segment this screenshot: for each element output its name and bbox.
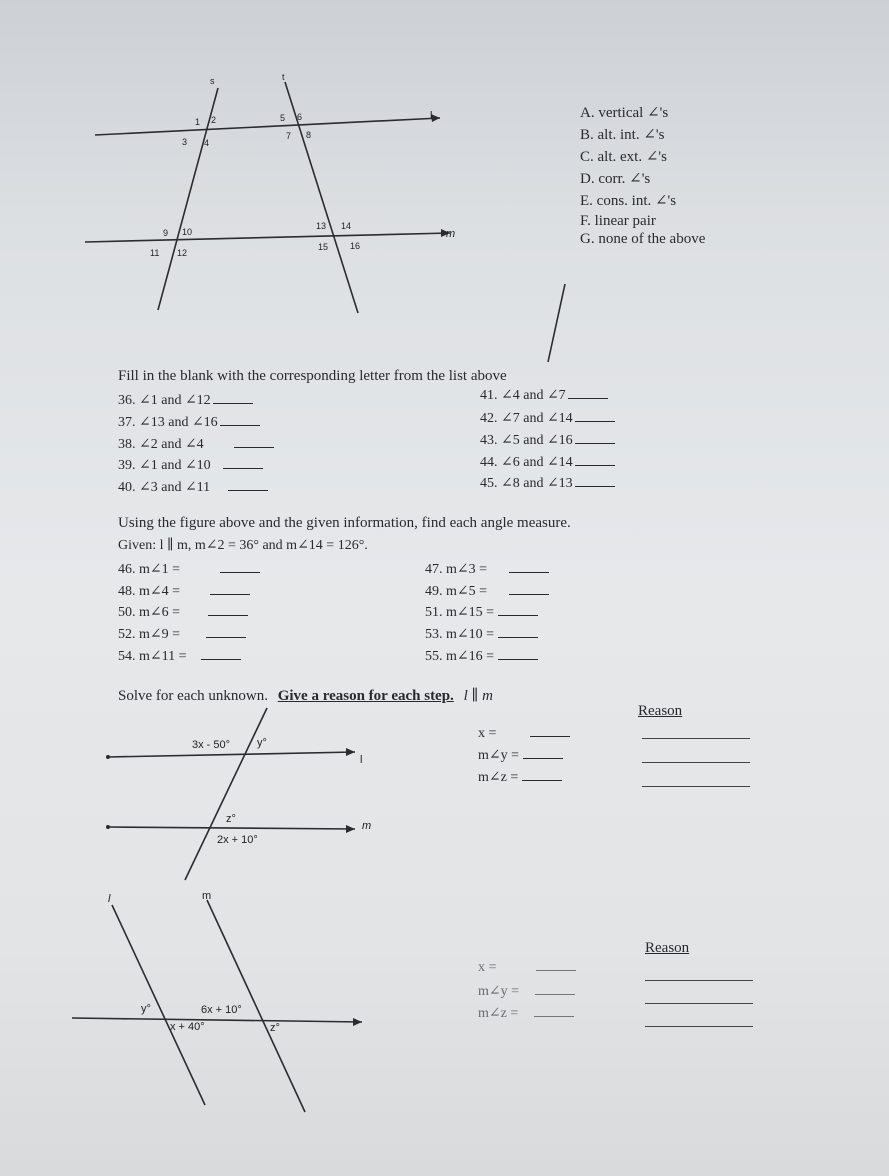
question-52: 52. m∠9 = — [118, 625, 246, 643]
question-42: 42. ∠7 and ∠14 — [480, 409, 615, 427]
legend-item-e: E. cons. int. ∠'s — [580, 193, 677, 209]
question-38: 38. ∠2 and ∠4 — [118, 435, 274, 453]
p1-line-l — [108, 752, 355, 757]
p1-transversal — [185, 708, 267, 880]
angle-label-16: 16 — [350, 241, 361, 251]
answer-blank-42[interactable] — [575, 409, 615, 422]
answer-blank-41[interactable] — [568, 386, 608, 399]
angle-label-8: 8 — [306, 130, 312, 140]
p1-label-m: m — [362, 820, 372, 832]
answer-blank-47[interactable] — [509, 560, 549, 573]
angle-label-6: 6 — [297, 112, 303, 122]
p2-reason-header: Reason — [645, 940, 690, 956]
legend-item-g: G. none of the above — [580, 231, 706, 247]
question-41: 41. ∠4 and ∠7 — [480, 386, 608, 404]
p1-reason-header: Reason — [638, 703, 683, 719]
answer-blank-48[interactable] — [210, 582, 250, 595]
legend-item-c: C. alt. ext. ∠'s — [580, 149, 667, 165]
answer-blank-36[interactable] — [213, 391, 253, 404]
question-37: 37. ∠13 and ∠16 — [118, 413, 260, 431]
p2-z-blank[interactable] — [534, 1004, 574, 1017]
p1-label-top: 3x - 50° — [192, 739, 231, 751]
angle-label-10: 10 — [182, 227, 193, 237]
angle-label-1: 1 — [195, 117, 201, 127]
p1-line-m — [108, 827, 355, 829]
p1-y: m∠y = — [478, 746, 563, 764]
transversal-s — [158, 88, 218, 310]
legend-item-b: B. alt. int. ∠'s — [580, 127, 665, 143]
p1-y-blank[interactable] — [523, 746, 563, 759]
angle-label-2: 2 — [211, 115, 217, 125]
label-line-s: s — [210, 76, 215, 86]
p2-label-l: l — [108, 893, 111, 905]
answer-blank-39[interactable] — [223, 456, 263, 469]
p2-line-m — [72, 1018, 362, 1022]
section3-instruction: Solve for each unknown. Give a reason for each step. l ∥ m — [118, 688, 493, 704]
answer-blank-44[interactable] — [575, 453, 615, 466]
angle-label-9: 9 — [163, 228, 169, 238]
section1-instruction: Fill in the blank with the corresponding letter from the list above — [118, 368, 507, 384]
answer-blank-50[interactable] — [208, 603, 248, 616]
angle-label-13: 13 — [316, 221, 327, 231]
answer-blank-55[interactable] — [498, 647, 538, 660]
question-55: 55. m∠16 = — [425, 647, 538, 665]
p2-label-a: 6x + 10° — [201, 1004, 242, 1016]
question-48: 48. m∠4 = — [118, 582, 250, 600]
angle-label-7: 7 — [286, 131, 292, 141]
section2-given: Given: l ∥ m, m∠2 = 36° and m∠14 = 126°. — [118, 538, 368, 553]
p2-reason-line-1[interactable] — [645, 980, 753, 981]
question-51: 51. m∠15 = — [425, 603, 538, 621]
p1-label-bottom: 2x + 10° — [217, 834, 258, 846]
stray-mark — [548, 284, 565, 362]
p1-z: m∠z = — [478, 768, 562, 786]
section3-instruction-bold: Give a reason for each step. — [277, 688, 454, 704]
legend-item-a: A. vertical ∠'s — [580, 105, 669, 121]
p1-reason-line-1[interactable] — [642, 738, 750, 739]
label-line-t: t — [282, 72, 285, 82]
p1-label-z: z° — [226, 813, 236, 825]
answer-blank-49[interactable] — [509, 582, 549, 595]
p2-x-blank[interactable] — [536, 958, 576, 971]
p1-label-y: y° — [257, 737, 267, 749]
p1-reason-line-2[interactable] — [642, 762, 750, 763]
answer-blank-51[interactable] — [498, 603, 538, 616]
section2-instruction: Using the figure above and the given information, find each angle measure. — [118, 515, 571, 531]
answer-blank-38[interactable] — [234, 435, 274, 448]
label-line-l: l — [430, 110, 433, 122]
question-46: 46. m∠1 = — [118, 560, 260, 578]
angle-label-15: 15 — [318, 242, 329, 252]
question-53: 53. m∠10 = — [425, 625, 538, 643]
answer-blank-40[interactable] — [228, 478, 268, 491]
question-43: 43. ∠5 and ∠16 — [480, 431, 615, 449]
answer-blank-46[interactable] — [220, 560, 260, 573]
line-m — [85, 233, 450, 242]
p1-label-l: l — [360, 754, 363, 766]
p2-y: m∠y = — [478, 982, 575, 1000]
p1-x: x = — [478, 724, 570, 742]
question-36: 36. ∠1 and ∠12 — [118, 391, 253, 409]
line-l — [95, 118, 440, 135]
section3-given: l ∥ m — [463, 688, 493, 704]
angle-label-5: 5 — [280, 113, 286, 123]
angle-label-11: 11 — [150, 248, 160, 258]
p2-label-y: y° — [141, 1003, 151, 1015]
question-49: 49. m∠5 = — [425, 582, 549, 600]
question-45: 45. ∠8 and ∠13 — [480, 474, 615, 492]
answer-blank-54[interactable] — [201, 647, 241, 660]
p2-label-z: z° — [270, 1022, 280, 1034]
question-47: 47. m∠3 = — [425, 560, 549, 578]
answer-blank-45[interactable] — [575, 474, 615, 487]
p1-z-blank[interactable] — [522, 768, 562, 781]
answer-blank-37[interactable] — [220, 413, 260, 426]
question-40: 40. ∠3 and ∠11 — [118, 478, 268, 496]
answer-blank-43[interactable] — [575, 431, 615, 444]
p2-z: m∠z = — [478, 1004, 574, 1022]
p1-x-blank[interactable] — [530, 724, 570, 737]
p2-y-blank[interactable] — [535, 982, 575, 995]
p2-label-m: m — [202, 890, 212, 902]
answer-blank-53[interactable] — [498, 625, 538, 638]
legend-item-d: D. corr. ∠'s — [580, 171, 651, 187]
p2-transversal-l — [112, 905, 205, 1105]
question-44: 44. ∠6 and ∠14 — [480, 453, 615, 471]
p2-x: x = — [478, 958, 576, 976]
angle-label-14: 14 — [341, 221, 352, 231]
p2-reason-line-2[interactable] — [645, 1003, 753, 1004]
legend-item-f: F. linear pair — [580, 213, 656, 229]
question-54: 54. m∠11 = — [118, 647, 241, 665]
answer-blank-52[interactable] — [206, 625, 246, 638]
question-39: 39. ∠1 and ∠10 — [118, 456, 263, 474]
transversal-t — [285, 82, 361, 313]
label-line-m: m — [446, 228, 456, 240]
angle-label-4: 4 — [204, 138, 210, 148]
angle-label-12: 12 — [177, 248, 188, 258]
p1-reason-line-3[interactable] — [642, 786, 750, 787]
p2-reason-line-3[interactable] — [645, 1026, 753, 1027]
p2-label-b: x + 40° — [170, 1021, 205, 1033]
question-50: 50. m∠6 = — [118, 603, 248, 621]
angle-label-3: 3 — [182, 137, 188, 147]
